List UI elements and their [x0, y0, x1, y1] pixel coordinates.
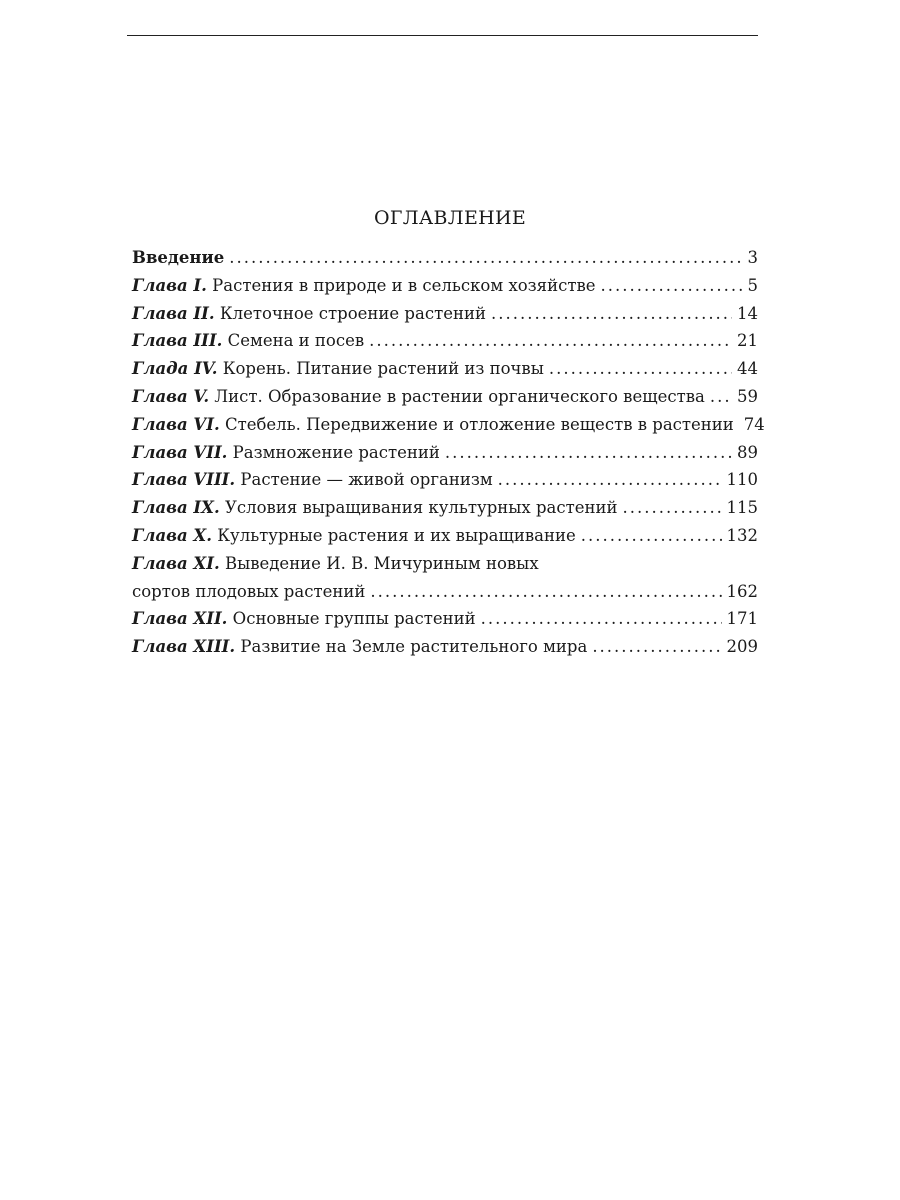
toc-entry-label: [132, 300, 486, 328]
toc-entry-label: Введение: [132, 248, 225, 267]
toc-entry-label: [132, 411, 734, 439]
dot-leader: [623, 494, 722, 522]
toc-entry-label: [132, 633, 587, 661]
dot-leader: [549, 355, 732, 383]
chapter-title: Семена и посев: [227, 331, 365, 351]
chapter-title: Культурные растения и их выращивание: [217, 525, 576, 545]
toc-entry-label: [132, 383, 705, 411]
chapter-title: Стебель. Передвижение и отложение веществ в растении: [224, 414, 734, 434]
table-of-contents: [132, 244, 765, 661]
chapter-title: Развитие на Земле растительного мира: [240, 637, 588, 657]
toc-entry-first-line: [132, 550, 758, 578]
toc-page-number: 3: [747, 248, 758, 267]
toc-entry-chapter-12[interactable]: [132, 605, 758, 633]
dot-leader: [601, 272, 743, 300]
toc-page-number: 110: [726, 470, 758, 490]
chapter-title: Клеточное строение растений: [219, 303, 486, 323]
toc-entry-introduction[interactable]: [132, 244, 758, 272]
toc-page-number: 21: [737, 331, 758, 351]
chapter-number: Глада IV.: [132, 359, 218, 379]
toc-page-number: 115: [726, 498, 758, 518]
chapter-title: Выведение И. В. Мичуриным новых: [224, 553, 539, 573]
toc-entry-label: [132, 355, 544, 383]
chapter-number: Глава I.: [132, 275, 207, 295]
dot-leader: [229, 244, 742, 272]
dot-leader: [491, 300, 732, 328]
toc-entry-label: [132, 327, 364, 355]
toc-entry-chapter-2[interactable]: [132, 300, 758, 328]
toc-entry-chapter-4[interactable]: [132, 355, 758, 383]
chapter-number: Глава X.: [132, 525, 212, 545]
toc-entry-chapter-1[interactable]: [132, 272, 758, 300]
page-title: ОГЛАВЛЕНИЕ: [373, 206, 527, 229]
chapter-title-continuation: сортов плодовых растений: [132, 581, 366, 601]
chapter-number: Глава XII.: [132, 609, 228, 629]
dot-leader: [581, 522, 722, 550]
toc-entry-chapter-6[interactable]: [132, 411, 765, 439]
toc-entry-chapter-13[interactable]: [132, 633, 758, 661]
toc-entry-chapter-10[interactable]: [132, 522, 758, 550]
toc-entry-label: [132, 522, 576, 550]
chapter-number: Глава IX.: [132, 498, 220, 518]
chapter-title: Основные группы растений: [232, 609, 476, 629]
chapter-number: Глава II.: [132, 303, 215, 323]
toc-page-number: 89: [737, 442, 758, 462]
dot-leader: [370, 578, 721, 606]
chapter-title: Размножение растений: [232, 442, 440, 462]
toc-page-number: 14: [737, 303, 758, 323]
toc-entry-label: [132, 466, 493, 494]
top-rule: [127, 35, 758, 36]
toc-page-number: 5: [747, 275, 758, 295]
chapter-title: Растение — живой организм: [240, 470, 493, 490]
chapter-number: Глава VII.: [132, 442, 228, 462]
toc-page-number: 171: [726, 609, 758, 629]
chapter-title: Растения в природе и в сельском хозяйстве: [212, 275, 596, 295]
toc-entry-chapter-9[interactable]: [132, 494, 758, 522]
dot-leader: [445, 439, 732, 467]
toc-entry-chapter-7[interactable]: [132, 439, 758, 467]
toc-entry-chapter-3[interactable]: [132, 327, 758, 355]
chapter-number: Глава XIII.: [132, 637, 236, 657]
chapter-title: Условия выращивания культурных растений: [224, 498, 618, 518]
toc-entry-chapter-11[interactable]: [132, 550, 758, 606]
dot-leader: [710, 383, 732, 411]
toc-page-number: 209: [726, 637, 758, 657]
toc-entry-label: [132, 272, 596, 300]
toc-page-number: 44: [737, 359, 758, 379]
toc-entry-chapter-5[interactable]: [132, 383, 758, 411]
toc-entry-label: [132, 605, 476, 633]
toc-page-number: 132: [726, 525, 758, 545]
dot-leader: [498, 466, 722, 494]
toc-entry-label: [132, 550, 539, 578]
dot-leader: [481, 605, 722, 633]
dot-leader: [592, 633, 721, 661]
chapter-number: Глава VI.: [132, 414, 220, 434]
toc-page-number: 162: [726, 581, 758, 601]
toc-page-number: 59: [737, 386, 758, 406]
chapter-number: Глава VIII.: [132, 470, 236, 490]
chapter-number: Глава III.: [132, 331, 223, 351]
toc-entry-label: [132, 439, 440, 467]
dot-leader: [369, 327, 732, 355]
toc-entry-chapter-8[interactable]: [132, 466, 758, 494]
toc-page-number: 74: [743, 414, 765, 434]
toc-entry-label: [132, 494, 618, 522]
chapter-number: Глава XI.: [132, 553, 220, 573]
chapter-title: Корень. Питание растений из почвы: [222, 359, 544, 379]
chapter-number: Глава V.: [132, 386, 210, 406]
chapter-title: Лист. Образование в растении органического вещества: [214, 386, 705, 406]
toc-entry-continuation-line: [132, 578, 758, 606]
